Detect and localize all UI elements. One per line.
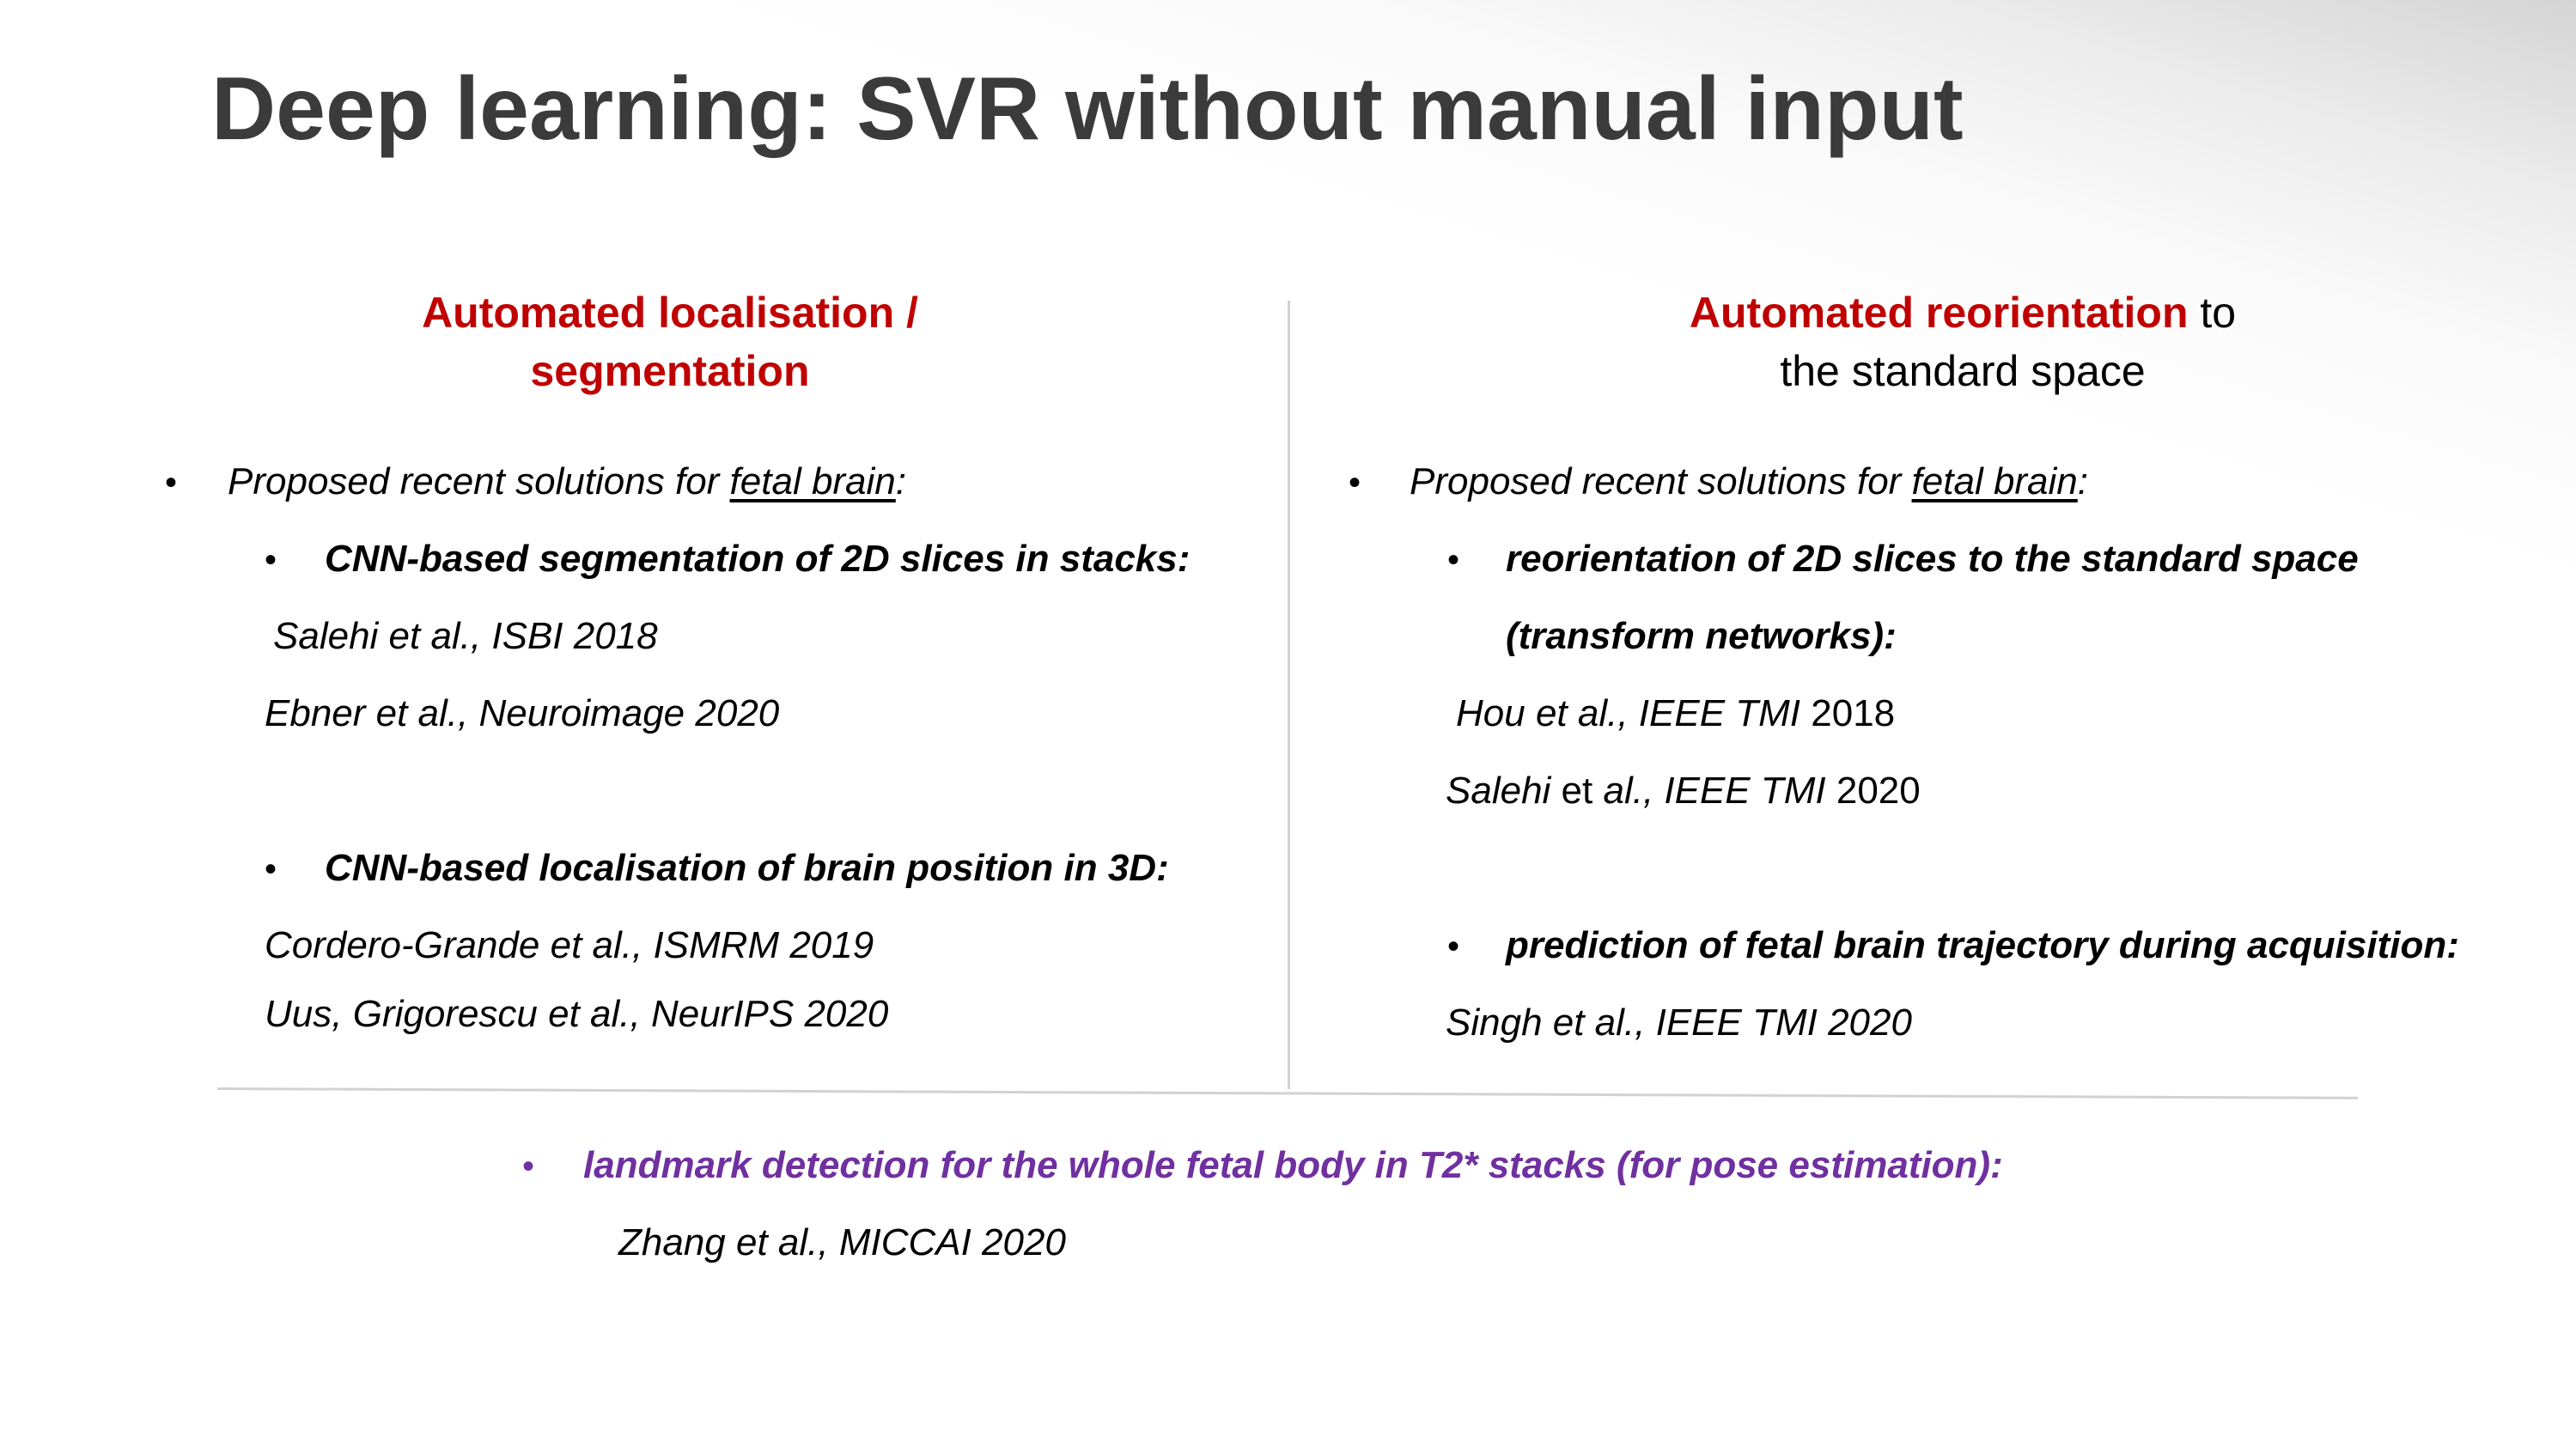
left-heading-line1: Automated localisation / bbox=[422, 289, 918, 337]
ref-upright: 2020 bbox=[1825, 770, 1921, 812]
left-intro bbox=[228, 460, 906, 503]
right-heading-red: Automated reorientation bbox=[1689, 289, 2189, 337]
bullet-dot: • bbox=[265, 850, 277, 888]
right-heading bbox=[1619, 283, 2306, 400]
right-ref-hou bbox=[1456, 692, 1895, 735]
bottom-title: landmark detection for the whole fetal body in T2* stacks (for pose estimation): bbox=[583, 1144, 2003, 1186]
ref-italic: Hou et al., IEEE TMI bbox=[1456, 692, 1801, 734]
right-ref-salehi bbox=[1446, 770, 1921, 813]
left-intro-prefix: Proposed recent solutions for bbox=[228, 460, 730, 502]
bottom-ref: Zhang et al., MICCAI 2020 bbox=[618, 1221, 1066, 1263]
left-ref: Salehi et al., ISBI 2018 bbox=[273, 615, 658, 657]
right-heading-line2: the standard space bbox=[1780, 347, 2146, 395]
right-group1-title-line2: (transform networks): bbox=[1506, 615, 1897, 657]
left-intro-suffix: : bbox=[895, 460, 907, 502]
right-group1-title-line1: reorientation of 2D slices to the standard space bbox=[1506, 538, 2359, 580]
right-heading-line1 bbox=[1619, 283, 2306, 342]
bullet-dot: • bbox=[522, 1148, 535, 1185]
ref-italic: al., IEEE TMI bbox=[1603, 770, 1826, 812]
left-heading bbox=[326, 283, 1014, 400]
right-intro-prefix: Proposed recent solutions for bbox=[1410, 460, 1912, 502]
left-heading-line2: segmentation bbox=[530, 347, 810, 395]
left-ref: Ebner et al., Neuroimage 2020 bbox=[265, 692, 780, 734]
right-group2-title: prediction of fetal brain trajectory during acquisition: bbox=[1506, 924, 2459, 966]
right-ref: Singh et al., IEEE TMI 2020 bbox=[1446, 1002, 1912, 1044]
right-intro-suffix: : bbox=[2077, 460, 2089, 502]
left-ref: Cordero-Grande et al., ISMRM 2019 bbox=[265, 924, 874, 966]
bullet-dot: • bbox=[1447, 928, 1460, 965]
right-heading-black: to bbox=[2188, 289, 2237, 337]
ref-italic: Salehi bbox=[1446, 770, 1551, 812]
left-group2-title: CNN-based localisation of brain position in 3D: bbox=[325, 847, 1169, 889]
left-intro-underlined: fetal brain bbox=[729, 460, 896, 502]
bullet-dot: • bbox=[1349, 464, 1361, 502]
bullet-dot: • bbox=[265, 541, 277, 579]
slide-title: Deep learning: SVR without manual input bbox=[211, 59, 1964, 159]
left-ref: Uus, Grigorescu et al., NeurIPS 2020 bbox=[265, 993, 889, 1035]
ref-upright: et bbox=[1550, 770, 1604, 812]
ref-upright: 2018 bbox=[1800, 692, 1896, 734]
right-intro-underlined: fetal brain bbox=[1911, 460, 2078, 502]
bullet-dot: • bbox=[1447, 541, 1460, 579]
horizontal-divider bbox=[217, 1087, 2358, 1099]
vertical-divider bbox=[1288, 301, 1290, 1089]
right-intro bbox=[1410, 460, 2088, 503]
bullet-dot: • bbox=[165, 464, 178, 502]
left-group1-title: CNN-based segmentation of 2D slices in stacks: bbox=[325, 538, 1191, 580]
